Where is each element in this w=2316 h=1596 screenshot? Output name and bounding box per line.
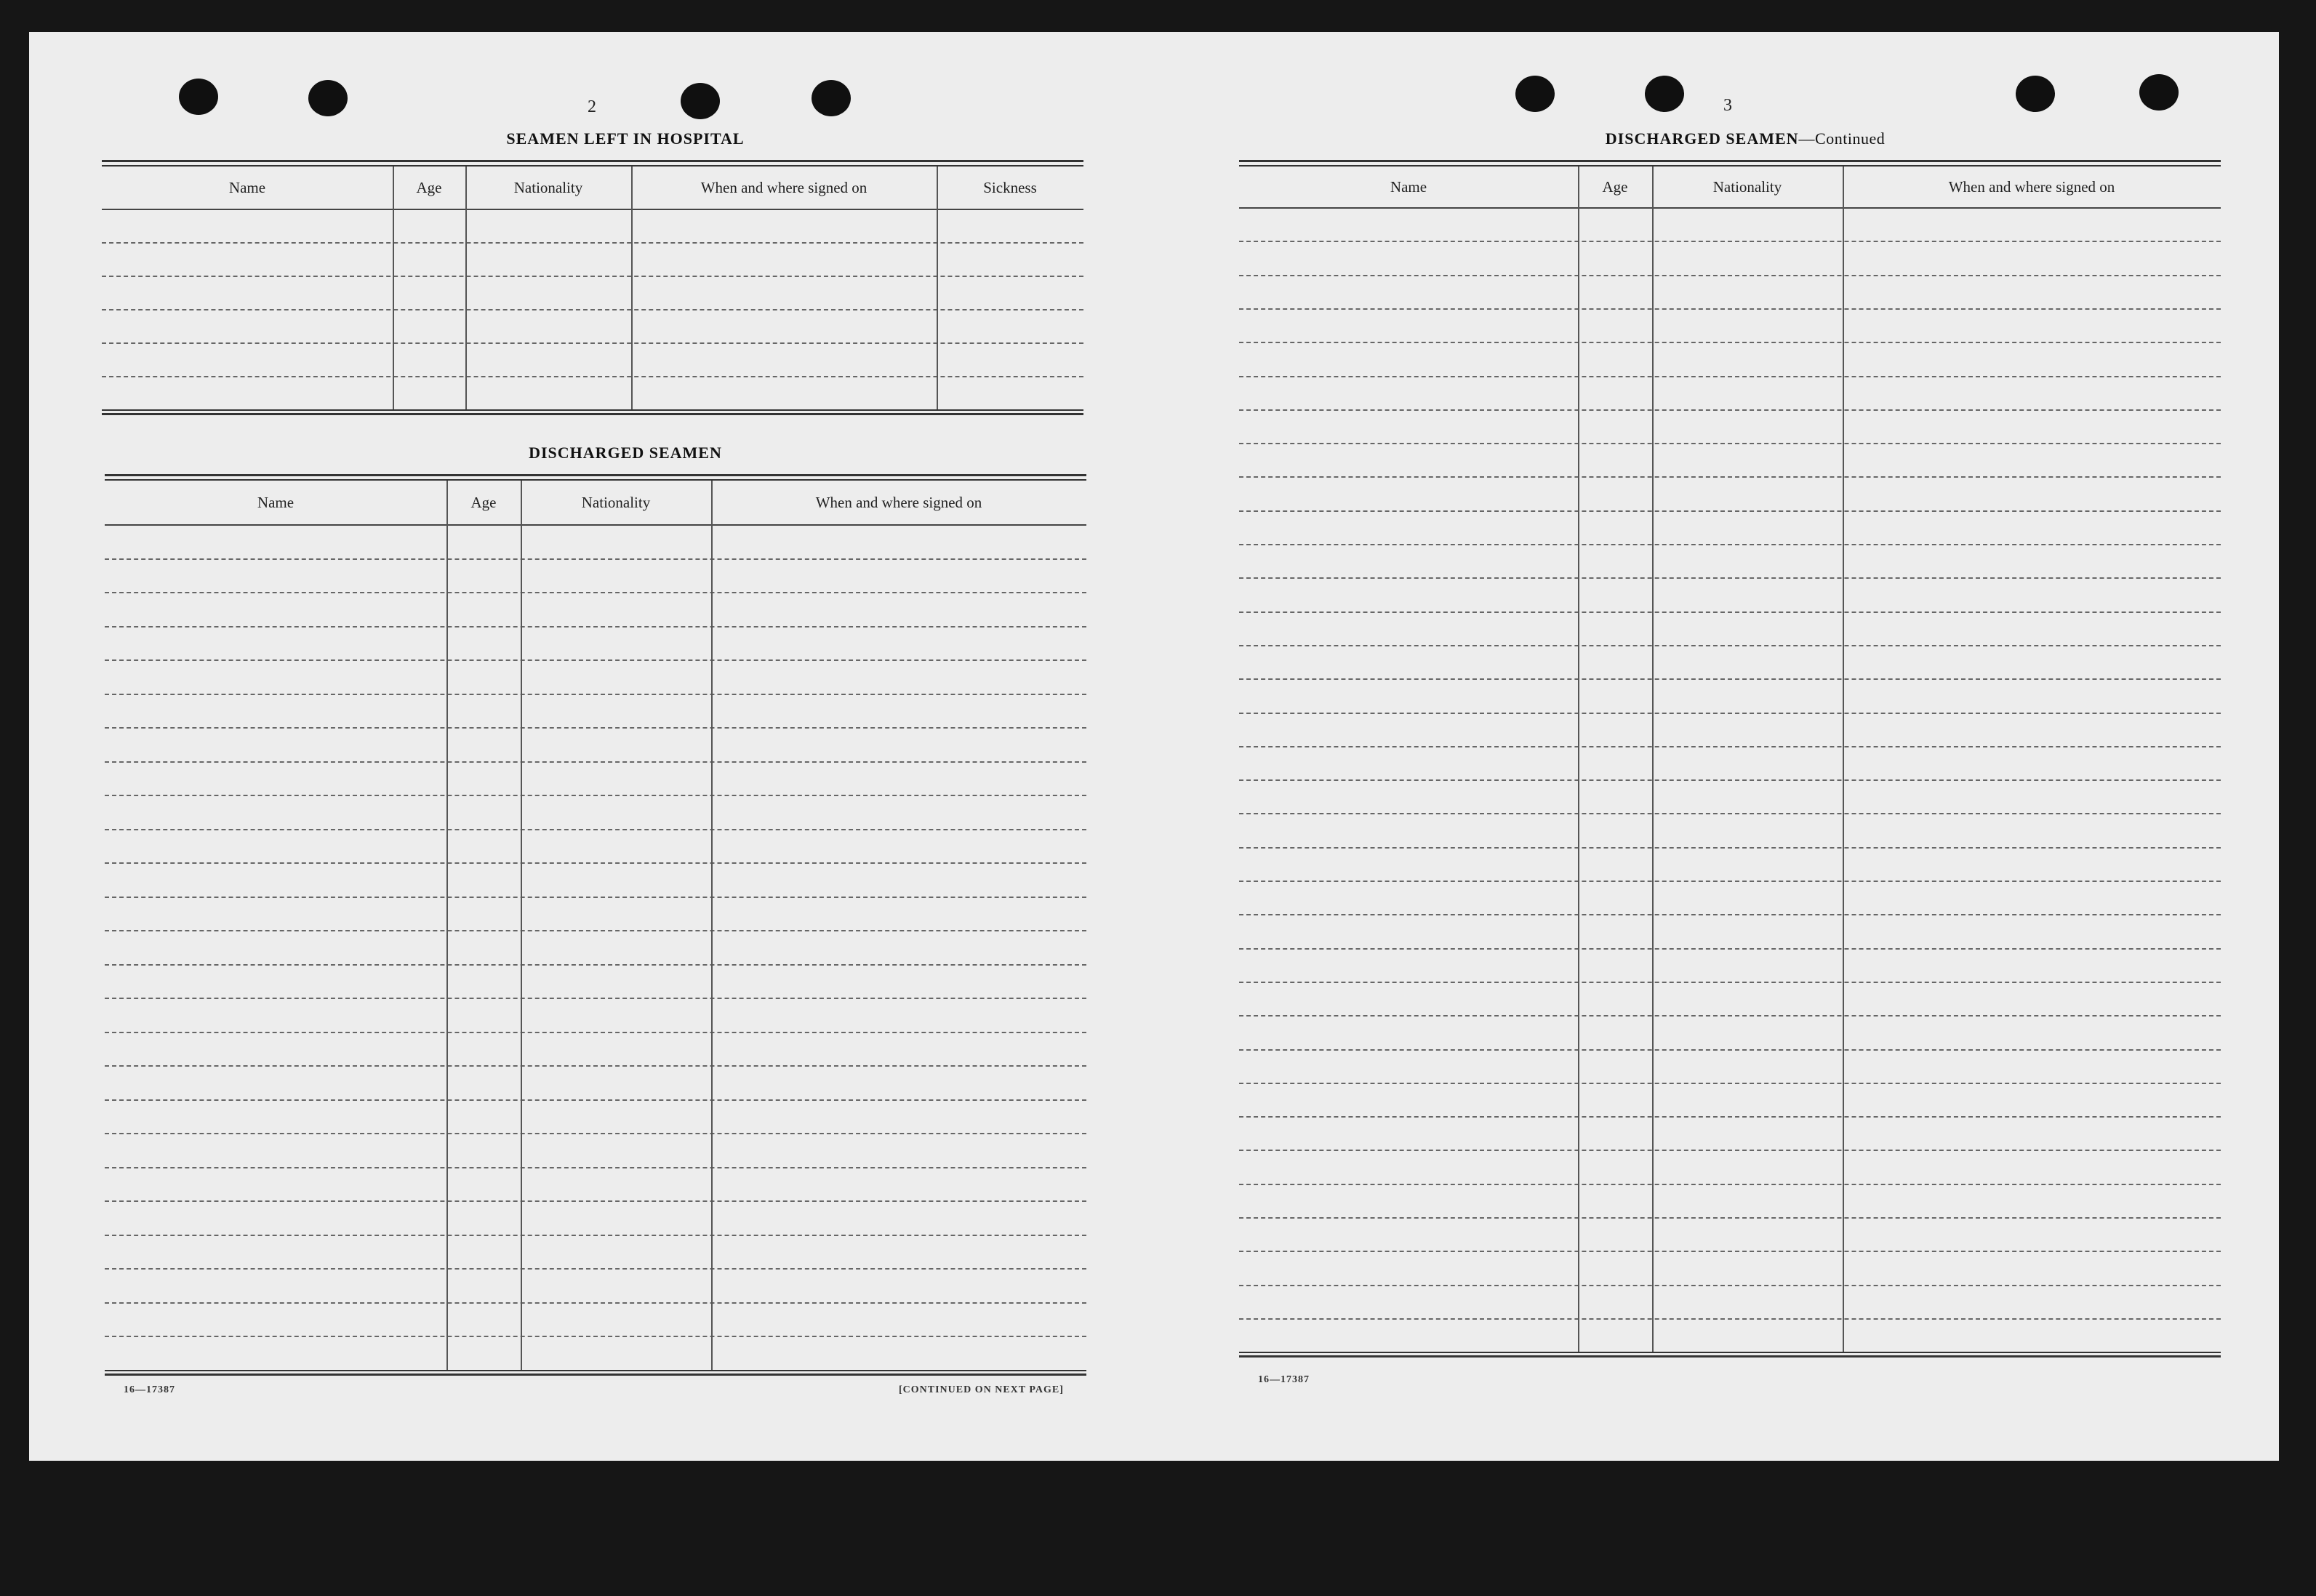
table-row: [1239, 813, 2221, 814]
discharged-continued-title-suffix: —Continued: [1798, 129, 1886, 148]
table-row: [1239, 1049, 2221, 1051]
table-row: [105, 1268, 1086, 1270]
table-row: [105, 558, 1086, 560]
discharged-continued-title-main: DISCHARGED SEAMEN: [1605, 129, 1799, 148]
table-row: [1239, 409, 2221, 411]
form-number-left: 16—17387: [124, 1384, 175, 1395]
column-header: When and where signed on: [1948, 178, 2115, 196]
table-row: [105, 659, 1086, 661]
table-top-rule: [1239, 160, 2221, 167]
discharged-title: DISCHARGED SEAMEN: [529, 444, 722, 462]
table-row: [105, 592, 1086, 593]
table-row: [105, 930, 1086, 931]
table-row: [1239, 1318, 2221, 1320]
continued-note: [CONTINUED ON NEXT PAGE]: [899, 1384, 1064, 1395]
table-row: [1239, 678, 2221, 680]
table-row: [105, 761, 1086, 763]
header-rule: [105, 524, 1086, 526]
column-divider: [1843, 167, 1844, 1352]
table-row: [1239, 241, 2221, 242]
table-row: [1239, 948, 2221, 950]
table-row: [105, 1032, 1086, 1033]
column-header: Sickness: [983, 179, 1037, 196]
table-row: [1239, 779, 2221, 781]
table-row: [105, 727, 1086, 729]
table-top-rule: [102, 160, 1083, 167]
page-number-right: 3: [1723, 96, 1732, 115]
column-header: Nationality: [513, 179, 583, 196]
table-row: [1239, 577, 2221, 579]
table-row: [1239, 982, 2221, 983]
table-bottom-rule: [102, 409, 1083, 415]
discharged-continued-table: [1239, 160, 2221, 1361]
column-divider: [393, 167, 394, 409]
column-divider: [1652, 167, 1654, 1352]
table-row: [1239, 881, 2221, 882]
table-row: [1239, 1217, 2221, 1219]
column-divider: [631, 167, 633, 409]
column-divider: [937, 167, 938, 409]
table-row: [1239, 746, 2221, 747]
column-header: When and where signed on: [700, 179, 868, 196]
table-row: [1239, 645, 2221, 646]
column-header: Age: [470, 494, 497, 511]
column-divider: [446, 481, 448, 1370]
table-row: [1239, 713, 2221, 714]
punch-hole: [179, 79, 218, 115]
page-number-left: 2: [588, 97, 596, 116]
column-header: Name: [257, 494, 294, 511]
table-row: [1239, 1116, 2221, 1118]
table-row: [105, 897, 1086, 898]
punch-hole: [1515, 76, 1555, 112]
column-header: Nationality: [581, 494, 651, 511]
table-row: [105, 1235, 1086, 1236]
table-row: [1239, 1150, 2221, 1151]
table-row: [105, 626, 1086, 627]
form-number-right: 16—17387: [1258, 1374, 1310, 1385]
header-rule: [1239, 207, 2221, 209]
table-row: [105, 1302, 1086, 1304]
column-divider: [711, 481, 713, 1370]
column-header: Age: [416, 179, 442, 196]
table-row: [1239, 611, 2221, 613]
table-row: [105, 1099, 1086, 1101]
column-divider: [521, 481, 522, 1370]
table-row: [105, 1200, 1086, 1202]
punch-hole: [2139, 74, 2179, 111]
column-divider: [465, 167, 467, 409]
punch-hole: [1645, 76, 1684, 112]
table-row: [1239, 308, 2221, 310]
table-row: [1239, 443, 2221, 444]
table-bottom-rule: [105, 1370, 1086, 1376]
table-row: [105, 964, 1086, 966]
table-row: [1239, 1083, 2221, 1084]
table-row: [1239, 275, 2221, 276]
column-header: Name: [1390, 178, 1427, 196]
column-header: Name: [228, 179, 266, 196]
hospital-title: SEAMEN LEFT IN HOSPITAL: [506, 129, 745, 148]
punch-hole: [2016, 76, 2055, 112]
hospital-table: [102, 160, 1083, 419]
punch-hole: [681, 83, 720, 119]
table-row: [105, 694, 1086, 695]
discharged-table: [105, 474, 1086, 1379]
table-row: [105, 795, 1086, 796]
table-row: [1239, 914, 2221, 915]
punch-hole: [812, 80, 851, 116]
table-row: [1239, 544, 2221, 545]
table-row: [1239, 1251, 2221, 1252]
table-row: [105, 829, 1086, 830]
column-divider: [1578, 167, 1579, 1352]
table-row: [105, 1065, 1086, 1067]
table-row: [1239, 1015, 2221, 1016]
table-row: [105, 1133, 1086, 1134]
table-row: [105, 998, 1086, 999]
table-row: [105, 1167, 1086, 1168]
table-row: [1239, 342, 2221, 343]
column-header: Nationality: [1712, 178, 1782, 196]
table-header-row: [1239, 167, 2221, 207]
table-row: [1239, 1285, 2221, 1286]
table-row: [1239, 510, 2221, 512]
table-row: [1239, 847, 2221, 849]
table-header-row: [105, 481, 1086, 524]
table-row: [1239, 376, 2221, 377]
column-header: Age: [1602, 178, 1628, 196]
table-top-rule: [105, 474, 1086, 481]
punch-hole: [308, 80, 348, 116]
discharged-continued-title: [1483, 129, 2007, 148]
table-row: [105, 1336, 1086, 1337]
form-sheet: [29, 32, 2279, 1461]
table-bottom-rule: [1239, 1352, 2221, 1358]
table-row: [1239, 476, 2221, 478]
table-row: [1239, 1184, 2221, 1185]
table-row: [105, 862, 1086, 864]
column-header: When and where signed on: [815, 494, 982, 511]
